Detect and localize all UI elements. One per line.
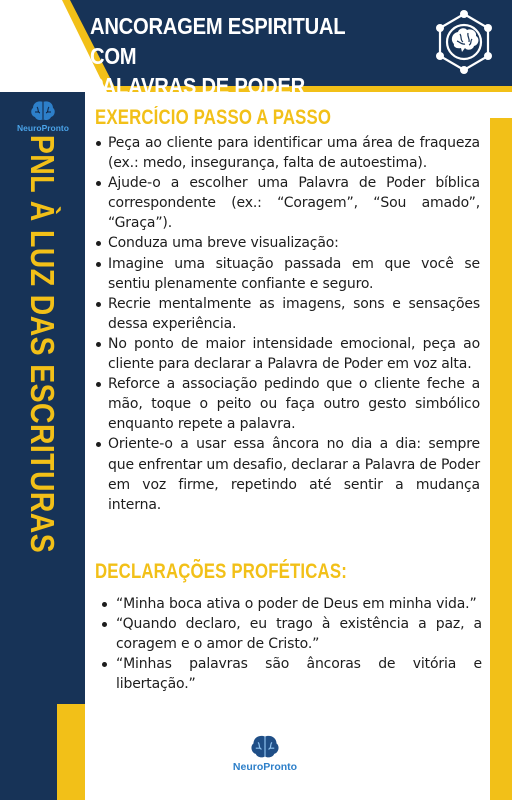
footer-logo-name: NeuroPronto bbox=[232, 761, 298, 773]
declarations-list bbox=[116, 594, 482, 694]
right-accent-bar bbox=[490, 118, 512, 800]
list-item: “Minhas palavras são âncoras de vitória e libertação.” bbox=[116, 656, 482, 692]
list-item: Imagine uma situação passada em que você se sentiu plenamente confiante e seguro. bbox=[108, 254, 480, 294]
exercise-heading: EXERCÍCIO PASSO A PASSO bbox=[95, 106, 332, 129]
sidebar-logo-name: NeuroPronto bbox=[17, 123, 69, 133]
list-item: Recrie mentalmente as imagens, sons e sensações dessa experiência. bbox=[108, 294, 480, 334]
exercise-steps-list bbox=[108, 133, 480, 515]
page-title bbox=[90, 11, 365, 101]
footer-logo bbox=[225, 734, 305, 774]
sidebar-vertical-title: PNL À LUZ DAS ESCRITURAS bbox=[24, 134, 61, 554]
brain-logo-icon bbox=[250, 734, 280, 760]
list-item: Oriente-o a usar essa âncora no dia a dia: sempre que enfrentar um desafio, declarar a Palavra de Poder em voz firme, repetindo até sentir a mudança interna. bbox=[108, 434, 480, 514]
brain-network-icon bbox=[432, 10, 496, 74]
list-item: No ponto de maior intensidade emocional, peça ao cliente para declarar a Palavra de Poder em voz alta. bbox=[108, 334, 480, 374]
bottom-left-accent-bar bbox=[57, 704, 85, 800]
page-title-line-2: PALAVRAS DE PODER bbox=[90, 73, 305, 99]
list-item: “Quando declaro, eu trago à existência a paz, a coragem e o amor de Cristo.” bbox=[116, 616, 482, 652]
declarations-heading: DECLARAÇÕES PROFÉTICAS: bbox=[95, 560, 347, 583]
list-item: Ajude-o a escolher uma Palavra de Poder bíblica correspondente (ex.: “Coragem”, “Sou amado”, “Graça”). bbox=[108, 173, 480, 233]
list-item: Peça ao cliente para identificar uma área de fraqueza (ex.: medo, insegurança, falta de autoestima). bbox=[108, 133, 480, 173]
page-title-line-1: ANCORAGEM ESPIRITUAL COM bbox=[90, 13, 345, 69]
list-item: “Minha boca ativa o poder de Deus em minha vida.” bbox=[116, 594, 482, 614]
list-item: Reforce a associação pedindo que o cliente feche a mão, toque o peito ou faça outro gesto simbólico enquanto repete a palavra. bbox=[108, 374, 480, 434]
list-item: Conduza uma breve visualização: bbox=[108, 233, 480, 253]
